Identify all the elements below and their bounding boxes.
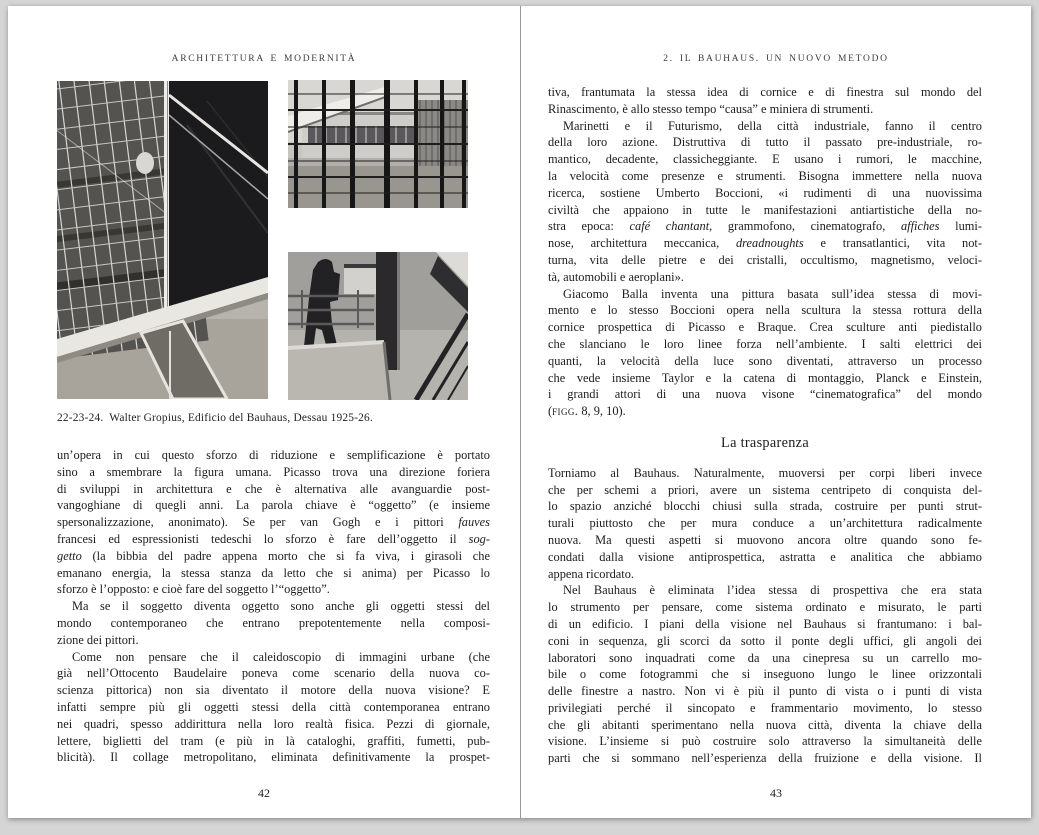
paragraph (548, 465, 982, 583)
figure-photo-courtyard (288, 80, 468, 208)
running-head-right: 2. IL BAUHAUS. UN NUOVO METODO (663, 54, 889, 64)
text-line: che gli abitanti sperimentano nella nuova città, diventa la chiave della (548, 717, 982, 732)
left-page-body-text (57, 447, 490, 766)
figure-photo-curtain-wall (57, 81, 268, 399)
text-line: coni in sequenza, gli scorci da sotto il ponte degli uffici, gli angoli dei (548, 633, 982, 648)
text-line: laboratori sono inquadrati come da una cinepresa su un carrello mo- (548, 650, 982, 665)
text-line: nei quadri, spesso addirittura nella loro realtà fisica. Pezzi di giornale, (57, 716, 490, 731)
text-line: sforzo è l’opposto: e cioè fare del soggetto l’“oggetto”. (57, 582, 330, 597)
text-line: privilegiati perché il sincopato e frammentario movimento, lo stesso (548, 700, 982, 715)
right-body-bottom (548, 465, 982, 767)
paragraph (57, 649, 490, 767)
paragraph (548, 84, 982, 118)
figure-photo-balcony (288, 252, 468, 400)
text-line: zione dei pittori. (57, 632, 139, 647)
text-line: di un edificio. I piani della visione nel Bauhaus si frantumano: i bal- (548, 616, 982, 631)
bauhaus-balcony-figures-photo (288, 252, 468, 400)
paragraph (57, 447, 490, 598)
text-line: visione. L’insieme si può costruire solo attraverso la simultaneità delle (548, 734, 982, 749)
running-head-left: ARCHITETTURA E MODERNITÀ (171, 54, 357, 64)
text-line: turna, vita delle pietre e dei cristalli, occultismo, magnetismo, veloci- (548, 252, 982, 267)
page-number-left: 42 (258, 786, 270, 800)
paragraph (57, 598, 490, 648)
text-line: scienza pittorica) non sia diventato il motore della nuova visione? E (57, 683, 490, 698)
text-line: Torniamo al Bauhaus. Naturalmente, muoversi per corpi liberi invece (548, 465, 982, 480)
text-line: appena ricordato. (548, 566, 635, 581)
text-line: mento e lo stesso Boccioni opera nella scultura la stessa rottura della (548, 303, 982, 318)
text-line: che per schemi a priori, avere un sistema centripeto di conquista del- (548, 482, 982, 497)
text-line: mantico, decadente, classicheggiante. E usano i rumori, le macchine, (548, 152, 982, 167)
text-line: nuova. Ma questi aspetti si muovono ancora oltre quando sono fe- (548, 532, 982, 547)
text-line: parti che si sommano nell’esperienza della fruizione e della visione. Il (548, 751, 982, 766)
text-line: Giacomo Balla inventa una pittura basata sull’idea stessa di movi- (563, 286, 982, 301)
page-gutter-divider (520, 6, 521, 818)
text-line: emanano energia, la stessa stanza da letto che si anima) per Picasso lo (57, 565, 490, 580)
text-line: della loro azione. Distruttiva di tutto il passato pre-industriale, ro- (548, 135, 982, 150)
text-line: lo spazio anziché blocchi chiusi sulla strada, costruire per punti strut- (548, 499, 982, 514)
text-line: condati dalla visione antiprospettica, astratta e analitica che abbiamo (548, 549, 982, 564)
text-line: lo strumento per pensare, come sistema ordinato e misurato, le parti (548, 600, 982, 615)
text-line: Marinetti e il Futurismo, della città industriale, fanno il centro (563, 118, 982, 133)
section-heading: La trasparenza (721, 434, 809, 451)
figure-caption: 22-23-24. Walter Gropius, Edificio del Bauhaus, Dessau 1925-26. (57, 412, 373, 424)
text-line: sino a smembrare la figura umana. Picasso trova una direzione foriera (57, 464, 490, 479)
text-line: la velocità come presenze e strumenti. Bisogna immettere nella nuova (548, 168, 982, 183)
bauhaus-courtyard-through-glazing-photo (288, 80, 468, 208)
text-line: lettere, biglietti del tram (e più in là cataloghi, graffiti, fumetti, pub- (57, 733, 490, 748)
text-line: Nel Bauhaus è eliminata l’idea stessa di prospettiva che era stata (563, 583, 982, 598)
text-line: che vede insieme Taylor e la catena di montaggio, Planck e Einstein, (548, 370, 982, 385)
text-line: stra epoca: café chantant, grammofono, cinematografo, affiches lumi- (548, 219, 982, 234)
text-line: vangoghiane di quegli anni. La parola chiave è “oggetto” (e insieme (57, 498, 490, 513)
page-number-right: 43 (770, 786, 782, 800)
figure-block (57, 80, 490, 400)
right-page-body-text (548, 84, 982, 767)
book-spread (8, 6, 1031, 818)
text-line: turali piuttosto che per mura conduce a un’architettura radicalmente (548, 516, 982, 531)
paragraph (548, 118, 982, 286)
text-line: mondo contemporaneo che entrano prepotentemente nella composi- (57, 615, 490, 630)
text-line: cornice prospettica di Picasso e Braque. Crea sculture anti piedistallo (548, 320, 982, 335)
text-line: ricerca, sostiene Umberto Boccioni, «i rudimenti di una nuovissima (548, 185, 982, 200)
text-line: spersonalizzazione, anonimato). Se per van Gogh e i pittori fauves (57, 515, 490, 530)
right-body-top (548, 84, 982, 420)
text-line: (figg. 8, 9, 10). (548, 404, 626, 419)
text-line: di sviluppi in architettura e che è alternativa alle avanguardie post- (57, 481, 490, 496)
text-line: civiltà che appaiono in tutte le manifestazioni antiartistiche della no- (548, 202, 982, 217)
bauhaus-curtain-wall-corner-photo (57, 81, 268, 399)
text-line: i grandi attori di una nuova visone “cinematografica” del mondo (548, 387, 982, 402)
text-line: tiva, frantumata la stessa idea di cornice e di finestra sul mondo del (548, 85, 982, 99)
text-line: un’opera in cui questo sforzo di riduzione e semplificazione è portato (57, 448, 490, 462)
text-line: Rinascimento, è allo stesso tempo “causa” e miniera di strumenti. (548, 101, 874, 116)
text-line: Come non pensare che il caleidoscopio di immagini urbane (che (72, 649, 490, 664)
paragraph (548, 286, 982, 420)
text-line: blicità). Il collage metropolitano, eliminata definitivamente la prospet- (57, 750, 490, 765)
text-line: che slanciano le loro linee forza nell’ambiente. I salti elettrici dei (548, 336, 982, 351)
text-line: getto (la bibbia del padre appena morto che si fa viva, i girasoli che (57, 548, 490, 563)
text-line: tà, automobili e aeroplani». (548, 269, 684, 284)
text-line: francesi ed espressionisti tedeschi lo sforzo è fare dell’oggetto il sog- (57, 531, 490, 546)
text-line: Ma se il soggetto diventa oggetto sono anche gli oggetti stessi del (72, 599, 490, 614)
text-line: bile o come fotogrammi che si inseguono lungo le linee orizzontali (548, 667, 982, 682)
text-line: delle finestre a nastro. Non vi è più il punto di vista o i punti di vista (548, 684, 982, 699)
text-line: nose, architettura meccanica, dreadnoughts e transatlantici, vita not- (548, 236, 982, 251)
text-line: quanti, la velocità della luce sono diventati, attraverso un processo (548, 353, 982, 368)
text-line: già nell’Ottocento Baudelaire poneva come scenario della nuova co- (57, 666, 490, 681)
text-line: infatti sempre più gli oggetti stessi della città contemporanea entrano (57, 699, 490, 714)
paragraph (548, 582, 982, 767)
